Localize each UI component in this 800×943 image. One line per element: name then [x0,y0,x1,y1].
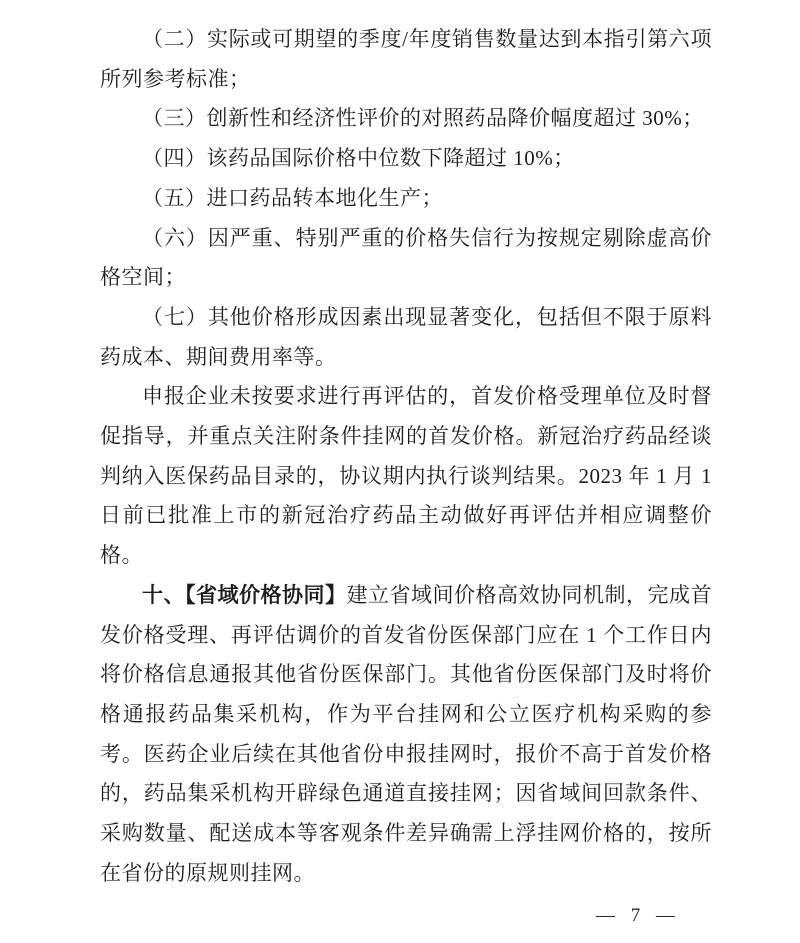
section-10-heading: 十、【省域价格协同】 [142,582,347,607]
clause-item-2: （二）实际或可期望的季度/年度销售数量达到本指引第六项所列参考标准； [100,27,712,91]
document-body [100,20,712,893]
page-number: — 7 — [596,905,676,926]
clause-item-7: （七）其他价格形成因素出现显著变化，包括但不限于原料药成本、期间费用率等。 [100,304,712,369]
clause-item-5: （五）进口药品转本地化生产； [142,185,443,210]
paragraph-reassessment: 申报企业未按要求进行再评估的，首发价格受理单位及时督促指导，并重点关注附条件挂网的首发价格。新冠治疗药品经谈判纳入医保药品目录的，协议期内执行谈判结果。2023 年 1 月 1 日前已批准上市的新冠治疗药品主动做好再评估并相应调整价格。 [100,384,712,568]
section-10-body: 建立省域间价格高效协同机制，完成首发价格受理、再评估调价的首发省份医保部门应在 1 个工作日内将价格信息通报其他省份医保部门。其他省份医保部门及时将价格通报药品集采机构，作为平台挂网和公立医疗机构采购的参考。医药企业后续在其他省份申报挂网时，报价不高于首发价格的，药品集采机构开辟绿色通道直接挂网；因省域间回款条件、采购数量、配送成本等客观条件差异确需上浮挂网价格的，按所在省份的原规则挂网。 [100,582,712,885]
clause-item-6: （六）因严重、特别严重的价格失信行为按规定剔除虚高价格空间； [100,225,712,290]
clause-item-3: （三）创新性和经济性评价的对照药品降价幅度超过 30%； [142,106,704,131]
section-10-paragraph [100,576,712,894]
clause-item-4: （四）该药品国际价格中位数下降超过 10%； [142,146,575,171]
